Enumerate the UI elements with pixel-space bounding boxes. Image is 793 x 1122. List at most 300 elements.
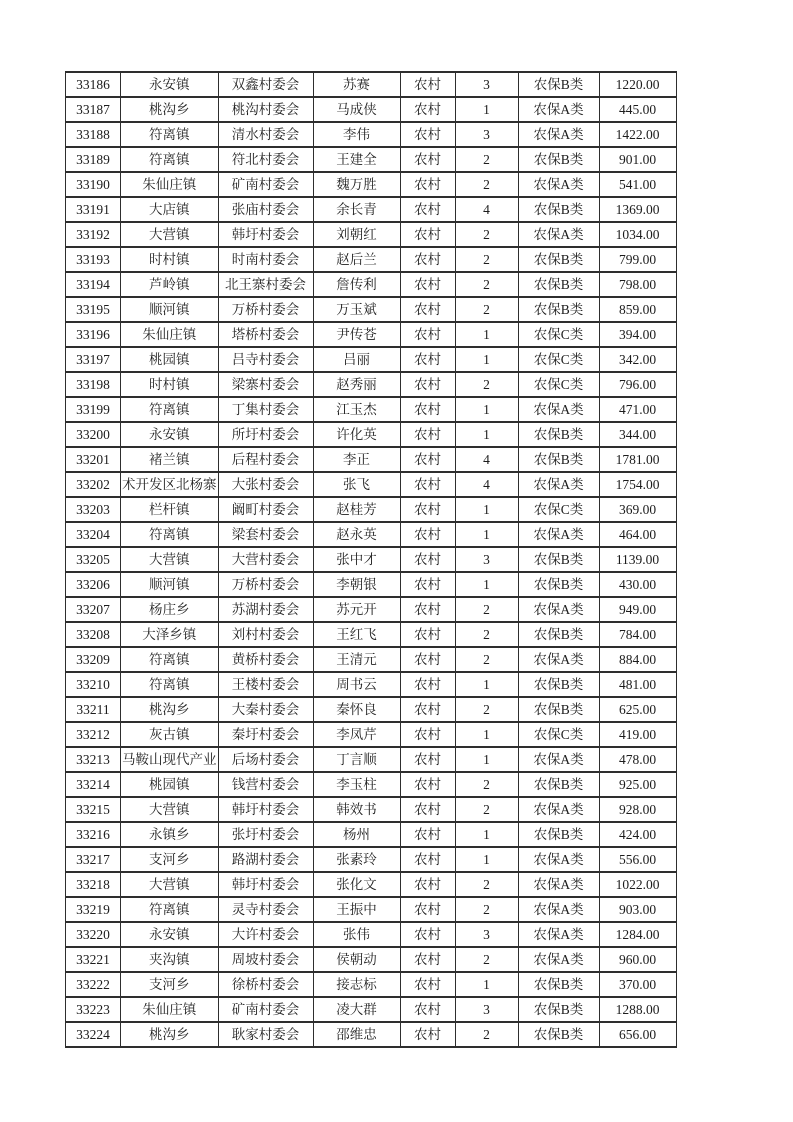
table-row: [66, 422, 677, 447]
cell-town: 时村镇: [121, 372, 219, 397]
cell-category: 农村: [400, 972, 455, 997]
cell-amount: 1034.00: [599, 222, 676, 247]
cell-count: 2: [455, 372, 518, 397]
table-row: [66, 1022, 677, 1047]
table-row: [66, 822, 677, 847]
cell-count: 1: [455, 522, 518, 547]
cell-category: 农村: [400, 297, 455, 322]
cell-name: 詹传利: [313, 272, 400, 297]
cell-village: 桃沟村委会: [218, 97, 313, 122]
table-row: [66, 897, 677, 922]
cell-count: 1: [455, 397, 518, 422]
cell-id: 33202: [66, 472, 121, 497]
cell-name: 魏万胜: [313, 172, 400, 197]
cell-insurance_type: 农保A类: [518, 897, 599, 922]
cell-insurance_type: 农保B类: [518, 622, 599, 647]
cell-name: 王振中: [313, 897, 400, 922]
cell-amount: 1288.00: [599, 997, 676, 1022]
cell-village: 韩圩村委会: [218, 797, 313, 822]
cell-amount: 481.00: [599, 672, 676, 697]
cell-insurance_type: 农保B类: [518, 697, 599, 722]
cell-category: 农村: [400, 422, 455, 447]
table-row: [66, 447, 677, 472]
cell-count: 2: [455, 697, 518, 722]
cell-amount: 471.00: [599, 397, 676, 422]
cell-insurance_type: 农保C类: [518, 372, 599, 397]
cell-name: 周书云: [313, 672, 400, 697]
cell-insurance_type: 农保A类: [518, 797, 599, 822]
table-row: [66, 497, 677, 522]
cell-count: 2: [455, 247, 518, 272]
cell-town: 符离镇: [121, 897, 219, 922]
cell-village: 秦圩村委会: [218, 722, 313, 747]
cell-category: 农村: [400, 347, 455, 372]
cell-count: 1: [455, 497, 518, 522]
cell-id: 33206: [66, 572, 121, 597]
cell-amount: 903.00: [599, 897, 676, 922]
cell-id: 33196: [66, 322, 121, 347]
cell-amount: 1139.00: [599, 547, 676, 572]
cell-category: 农村: [400, 272, 455, 297]
cell-town: 朱仙庄镇: [121, 322, 219, 347]
cell-id: 33223: [66, 997, 121, 1022]
cell-name: 苏赛: [313, 72, 400, 97]
cell-town: 支河乡: [121, 972, 219, 997]
table-row: [66, 222, 677, 247]
cell-town: 朱仙庄镇: [121, 172, 219, 197]
cell-village: 阚町村委会: [218, 497, 313, 522]
cell-town: 符离镇: [121, 522, 219, 547]
cell-name: 李玉柱: [313, 772, 400, 797]
cell-village: 周坡村委会: [218, 947, 313, 972]
cell-category: 农村: [400, 572, 455, 597]
cell-insurance_type: 农保A类: [518, 172, 599, 197]
cell-insurance_type: 农保B类: [518, 272, 599, 297]
cell-id: 33211: [66, 697, 121, 722]
cell-name: 邵维忠: [313, 1022, 400, 1047]
cell-insurance_type: 农保C类: [518, 347, 599, 372]
cell-amount: 1369.00: [599, 197, 676, 222]
cell-id: 33209: [66, 647, 121, 672]
cell-town: 桃沟乡: [121, 97, 219, 122]
cell-category: 农村: [400, 447, 455, 472]
cell-count: 2: [455, 1022, 518, 1047]
cell-insurance_type: 农保A类: [518, 97, 599, 122]
cell-count: 1: [455, 422, 518, 447]
cell-name: 韩效书: [313, 797, 400, 822]
cell-id: 33199: [66, 397, 121, 422]
cell-amount: 656.00: [599, 1022, 676, 1047]
cell-village: 灵寺村委会: [218, 897, 313, 922]
cell-insurance_type: 农保B类: [518, 672, 599, 697]
cell-town: 符离镇: [121, 122, 219, 147]
table-row: [66, 597, 677, 622]
cell-count: 1: [455, 347, 518, 372]
cell-count: 2: [455, 897, 518, 922]
cell-village: 徐桥村委会: [218, 972, 313, 997]
table-body: [66, 72, 677, 1047]
cell-count: 2: [455, 772, 518, 797]
table-row: [66, 547, 677, 572]
cell-insurance_type: 农保B类: [518, 297, 599, 322]
cell-amount: 796.00: [599, 372, 676, 397]
cell-id: 33214: [66, 772, 121, 797]
cell-town: 大营镇: [121, 547, 219, 572]
cell-count: 3: [455, 922, 518, 947]
cell-category: 农村: [400, 322, 455, 347]
cell-name: 吕丽: [313, 347, 400, 372]
cell-village: 符北村委会: [218, 147, 313, 172]
cell-amount: 960.00: [599, 947, 676, 972]
cell-amount: 1220.00: [599, 72, 676, 97]
table-row: [66, 72, 677, 97]
cell-insurance_type: 农保B类: [518, 547, 599, 572]
table-row: [66, 797, 677, 822]
cell-insurance_type: 农保B类: [518, 772, 599, 797]
table-row: [66, 197, 677, 222]
cell-name: 赵后兰: [313, 247, 400, 272]
cell-town: 大营镇: [121, 222, 219, 247]
cell-insurance_type: 农保A类: [518, 747, 599, 772]
cell-village: 矿南村委会: [218, 172, 313, 197]
cell-name: 张飞: [313, 472, 400, 497]
table-row: [66, 322, 677, 347]
cell-id: 33224: [66, 1022, 121, 1047]
cell-name: 赵秀丽: [313, 372, 400, 397]
cell-category: 农村: [400, 697, 455, 722]
cell-name: 杨州: [313, 822, 400, 847]
cell-village: 北王寨村委会: [218, 272, 313, 297]
cell-count: 3: [455, 122, 518, 147]
cell-count: 3: [455, 72, 518, 97]
cell-insurance_type: 农保C类: [518, 497, 599, 522]
cell-insurance_type: 农保A类: [518, 522, 599, 547]
cell-id: 33217: [66, 847, 121, 872]
cell-id: 33220: [66, 922, 121, 947]
cell-amount: 478.00: [599, 747, 676, 772]
cell-town: 术开发区北杨寨: [121, 472, 219, 497]
cell-id: 33186: [66, 72, 121, 97]
cell-town: 顺河镇: [121, 297, 219, 322]
cell-village: 双鑫村委会: [218, 72, 313, 97]
cell-id: 33194: [66, 272, 121, 297]
cell-village: 黄桥村委会: [218, 647, 313, 672]
cell-insurance_type: 农保A类: [518, 222, 599, 247]
cell-town: 符离镇: [121, 397, 219, 422]
cell-id: 33216: [66, 822, 121, 847]
cell-village: 大许村委会: [218, 922, 313, 947]
cell-category: 农村: [400, 522, 455, 547]
cell-id: 33215: [66, 797, 121, 822]
cell-id: 33205: [66, 547, 121, 572]
cell-village: 大张村委会: [218, 472, 313, 497]
cell-town: 朱仙庄镇: [121, 997, 219, 1022]
cell-village: 韩圩村委会: [218, 872, 313, 897]
table-row: [66, 372, 677, 397]
cell-name: 凌大群: [313, 997, 400, 1022]
table-row: [66, 97, 677, 122]
cell-count: 2: [455, 947, 518, 972]
cell-category: 农村: [400, 597, 455, 622]
table-row: [66, 297, 677, 322]
cell-village: 刘村村委会: [218, 622, 313, 647]
cell-count: 2: [455, 172, 518, 197]
cell-id: 33190: [66, 172, 121, 197]
cell-category: 农村: [400, 397, 455, 422]
cell-id: 33191: [66, 197, 121, 222]
cell-village: 大营村委会: [218, 547, 313, 572]
cell-amount: 445.00: [599, 97, 676, 122]
cell-village: 后场村委会: [218, 747, 313, 772]
table-row: [66, 972, 677, 997]
cell-name: 张素玲: [313, 847, 400, 872]
cell-category: 农村: [400, 622, 455, 647]
cell-name: 丁言顺: [313, 747, 400, 772]
cell-amount: 370.00: [599, 972, 676, 997]
cell-category: 农村: [400, 147, 455, 172]
cell-count: 1: [455, 822, 518, 847]
cell-count: 1: [455, 972, 518, 997]
cell-id: 33192: [66, 222, 121, 247]
cell-amount: 430.00: [599, 572, 676, 597]
cell-count: 2: [455, 222, 518, 247]
cell-category: 农村: [400, 222, 455, 247]
table-row: [66, 722, 677, 747]
cell-name: 张伟: [313, 922, 400, 947]
table-row: [66, 122, 677, 147]
cell-id: 33218: [66, 872, 121, 897]
cell-village: 清水村委会: [218, 122, 313, 147]
cell-name: 尹传苍: [313, 322, 400, 347]
cell-town: 桃沟乡: [121, 1022, 219, 1047]
cell-insurance_type: 农保A类: [518, 472, 599, 497]
cell-town: 永镇乡: [121, 822, 219, 847]
cell-town: 符离镇: [121, 147, 219, 172]
cell-id: 33207: [66, 597, 121, 622]
cell-name: 刘朝红: [313, 222, 400, 247]
cell-category: 农村: [400, 872, 455, 897]
cell-id: 33201: [66, 447, 121, 472]
cell-insurance_type: 农保B类: [518, 822, 599, 847]
cell-amount: 464.00: [599, 522, 676, 547]
cell-village: 苏湖村委会: [218, 597, 313, 622]
cell-town: 栏杆镇: [121, 497, 219, 522]
table-row: [66, 572, 677, 597]
table-row: [66, 997, 677, 1022]
cell-category: 农村: [400, 772, 455, 797]
table-row: [66, 247, 677, 272]
table-row: [66, 947, 677, 972]
cell-category: 农村: [400, 172, 455, 197]
records-table: [65, 71, 677, 1048]
cell-village: 张庙村委会: [218, 197, 313, 222]
cell-name: 李朝银: [313, 572, 400, 597]
cell-category: 农村: [400, 797, 455, 822]
cell-count: 2: [455, 872, 518, 897]
cell-name: 马成侠: [313, 97, 400, 122]
cell-name: 王红飞: [313, 622, 400, 647]
cell-category: 农村: [400, 897, 455, 922]
cell-id: 33203: [66, 497, 121, 522]
cell-amount: 925.00: [599, 772, 676, 797]
cell-category: 农村: [400, 847, 455, 872]
cell-id: 33187: [66, 97, 121, 122]
cell-amount: 1284.00: [599, 922, 676, 947]
cell-amount: 859.00: [599, 297, 676, 322]
cell-name: 许化英: [313, 422, 400, 447]
table-row: [66, 172, 677, 197]
table-row: [66, 922, 677, 947]
cell-name: 张化文: [313, 872, 400, 897]
cell-name: 赵永英: [313, 522, 400, 547]
cell-village: 后程村委会: [218, 447, 313, 472]
cell-count: 1: [455, 572, 518, 597]
cell-town: 符离镇: [121, 647, 219, 672]
cell-amount: 799.00: [599, 247, 676, 272]
cell-count: 1: [455, 747, 518, 772]
cell-count: 4: [455, 447, 518, 472]
cell-category: 农村: [400, 197, 455, 222]
cell-name: 李正: [313, 447, 400, 472]
cell-count: 4: [455, 472, 518, 497]
cell-town: 永安镇: [121, 422, 219, 447]
cell-town: 时村镇: [121, 247, 219, 272]
cell-village: 梁套村委会: [218, 522, 313, 547]
cell-amount: 928.00: [599, 797, 676, 822]
cell-insurance_type: 农保A类: [518, 122, 599, 147]
cell-village: 万桥村委会: [218, 297, 313, 322]
cell-count: 1: [455, 722, 518, 747]
cell-village: 张圩村委会: [218, 822, 313, 847]
cell-category: 农村: [400, 747, 455, 772]
cell-insurance_type: 农保B类: [518, 197, 599, 222]
cell-insurance_type: 农保B类: [518, 447, 599, 472]
table-row: [66, 847, 677, 872]
cell-insurance_type: 农保B类: [518, 997, 599, 1022]
cell-insurance_type: 农保A类: [518, 397, 599, 422]
cell-village: 耿家村委会: [218, 1022, 313, 1047]
cell-town: 支河乡: [121, 847, 219, 872]
cell-category: 农村: [400, 97, 455, 122]
cell-town: 桃园镇: [121, 347, 219, 372]
cell-count: 1: [455, 322, 518, 347]
cell-category: 农村: [400, 72, 455, 97]
cell-insurance_type: 农保A类: [518, 922, 599, 947]
cell-amount: 901.00: [599, 147, 676, 172]
table-row: [66, 697, 677, 722]
sheet-area: [65, 71, 677, 1048]
cell-name: 余长青: [313, 197, 400, 222]
cell-id: 33189: [66, 147, 121, 172]
cell-village: 塔桥村委会: [218, 322, 313, 347]
cell-name: 王清元: [313, 647, 400, 672]
cell-town: 永安镇: [121, 922, 219, 947]
cell-count: 1: [455, 97, 518, 122]
cell-village: 所圩村委会: [218, 422, 313, 447]
cell-id: 33208: [66, 622, 121, 647]
table-row: [66, 872, 677, 897]
cell-id: 33212: [66, 722, 121, 747]
table-row: [66, 622, 677, 647]
cell-category: 农村: [400, 947, 455, 972]
cell-amount: 344.00: [599, 422, 676, 447]
table-row: [66, 147, 677, 172]
cell-category: 农村: [400, 372, 455, 397]
cell-town: 大店镇: [121, 197, 219, 222]
cell-town: 夹沟镇: [121, 947, 219, 972]
cell-amount: 419.00: [599, 722, 676, 747]
cell-amount: 949.00: [599, 597, 676, 622]
cell-village: 时南村委会: [218, 247, 313, 272]
cell-village: 大秦村委会: [218, 697, 313, 722]
cell-village: 梁寨村委会: [218, 372, 313, 397]
cell-name: 赵桂芳: [313, 497, 400, 522]
cell-name: 秦怀良: [313, 697, 400, 722]
cell-town: 芦岭镇: [121, 272, 219, 297]
cell-town: 大泽乡镇: [121, 622, 219, 647]
cell-name: 侯朝动: [313, 947, 400, 972]
cell-count: 2: [455, 647, 518, 672]
cell-amount: 541.00: [599, 172, 676, 197]
cell-insurance_type: 农保C类: [518, 322, 599, 347]
cell-name: 接志标: [313, 972, 400, 997]
cell-insurance_type: 农保B类: [518, 572, 599, 597]
cell-count: 2: [455, 147, 518, 172]
cell-name: 万玉斌: [313, 297, 400, 322]
cell-name: 张中才: [313, 547, 400, 572]
cell-town: 灰古镇: [121, 722, 219, 747]
cell-insurance_type: 农保B类: [518, 422, 599, 447]
cell-village: 钱营村委会: [218, 772, 313, 797]
cell-id: 33200: [66, 422, 121, 447]
cell-category: 农村: [400, 547, 455, 572]
cell-town: 顺河镇: [121, 572, 219, 597]
cell-amount: 394.00: [599, 322, 676, 347]
cell-insurance_type: 农保B类: [518, 147, 599, 172]
cell-town: 大营镇: [121, 872, 219, 897]
cell-count: 2: [455, 297, 518, 322]
cell-village: 吕寺村委会: [218, 347, 313, 372]
cell-id: 33195: [66, 297, 121, 322]
cell-category: 农村: [400, 997, 455, 1022]
cell-town: 永安镇: [121, 72, 219, 97]
cell-insurance_type: 农保A类: [518, 947, 599, 972]
cell-village: 韩圩村委会: [218, 222, 313, 247]
cell-village: 万桥村委会: [218, 572, 313, 597]
table-row: [66, 772, 677, 797]
cell-id: 33221: [66, 947, 121, 972]
cell-count: 3: [455, 997, 518, 1022]
cell-amount: 798.00: [599, 272, 676, 297]
cell-category: 农村: [400, 1022, 455, 1047]
cell-insurance_type: 农保B类: [518, 1022, 599, 1047]
table-row: [66, 647, 677, 672]
cell-amount: 424.00: [599, 822, 676, 847]
cell-insurance_type: 农保A类: [518, 847, 599, 872]
cell-amount: 556.00: [599, 847, 676, 872]
cell-amount: 1022.00: [599, 872, 676, 897]
cell-amount: 884.00: [599, 647, 676, 672]
cell-count: 3: [455, 547, 518, 572]
cell-name: 李伟: [313, 122, 400, 147]
cell-category: 农村: [400, 122, 455, 147]
cell-id: 33213: [66, 747, 121, 772]
cell-id: 33222: [66, 972, 121, 997]
cell-town: 杨庄乡: [121, 597, 219, 622]
cell-amount: 1422.00: [599, 122, 676, 147]
cell-category: 农村: [400, 647, 455, 672]
cell-name: 苏元开: [313, 597, 400, 622]
